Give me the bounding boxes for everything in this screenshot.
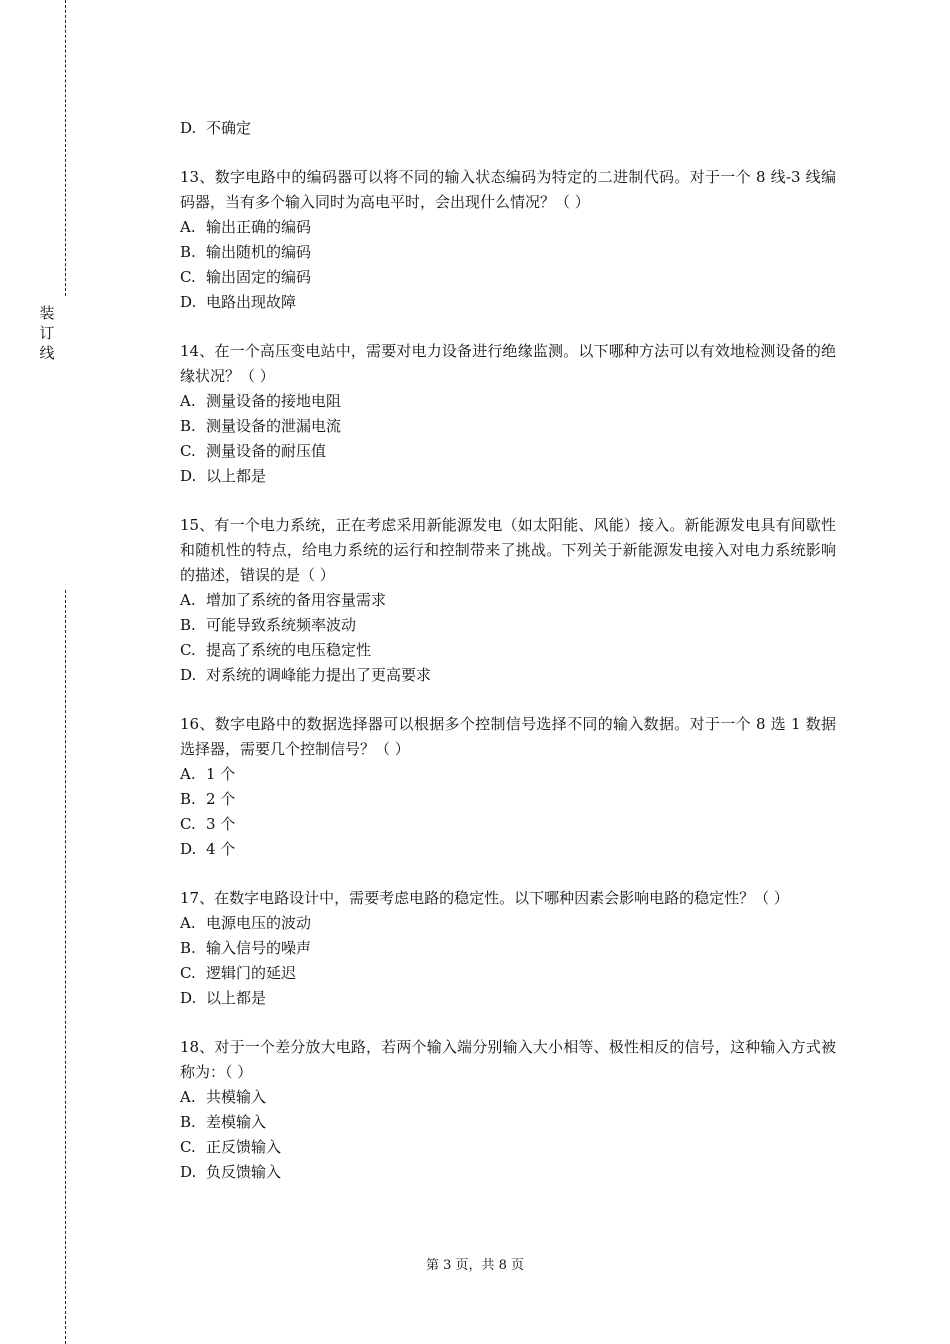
option-a: A. 增加了系统的备用容量需求: [180, 591, 387, 609]
question-14: [180, 339, 836, 489]
option-a: A. 测量设备的接地电阻: [180, 392, 342, 410]
option-d: D. 电路出现故障: [180, 293, 297, 311]
question-12-tail: [180, 116, 836, 141]
option-d: D. 以上都是: [180, 467, 267, 485]
option-a: A. 电源电压的波动: [180, 914, 312, 932]
option-a: A. 输出正确的编码: [180, 218, 312, 236]
option-a: A. 共模输入: [180, 1088, 267, 1106]
binding-dashed-line-bottom: [65, 590, 66, 1344]
option-b: B. 输入信号的噪声: [180, 939, 312, 957]
binding-char: 线: [39, 344, 55, 362]
binding-label: [37, 303, 57, 363]
question-stem: 17、在数字电路设计中，需要考虑电路的稳定性。以下哪种因素会影响电路的稳定性？（ ）: [180, 889, 789, 907]
question-stem: 15、有一个电力系统，正在考虑采用新能源发电（如太阳能、风能）接入。新能源发电具有间歇性和随机性的特点，给电力系统的运行和控制带来了挑战。下列关于新能源发电接入对电力系统影响的描述，错误的是（ ）: [180, 516, 836, 584]
question-list: [180, 116, 836, 1185]
question-13: [180, 165, 836, 315]
page-footer: [0, 1256, 950, 1276]
binding-char: 订: [39, 324, 55, 342]
option-b: B. 差模输入: [180, 1113, 267, 1131]
option-d: D. 对系统的调峰能力提出了更高要求: [180, 666, 432, 684]
question-15: [180, 513, 836, 688]
question-stem: 14、在一个高压变电站中，需要对电力设备进行绝缘监测。以下哪种方法可以有效地检测设备的绝缘状况？（ ）: [180, 342, 836, 385]
question-17: [180, 886, 836, 1011]
page-number: 第 3 页，共 8 页: [425, 1258, 525, 1273]
question-18: [180, 1035, 836, 1185]
option-c: C. 逻辑门的延迟: [180, 964, 297, 982]
option-b: B. 输出随机的编码: [180, 243, 312, 261]
option-b: B. 测量设备的泄漏电流: [180, 417, 342, 435]
option-c: C. 提高了系统的电压稳定性: [180, 641, 372, 659]
option-b: B. 可能导致系统频率波动: [180, 616, 357, 634]
option-d: D. 以上都是: [180, 989, 267, 1007]
option-d: D. 负反馈输入: [180, 1163, 282, 1181]
option-a: A. 1 个: [180, 765, 236, 783]
option-b: B. 2 个: [180, 790, 236, 808]
option-d: D. 4 个: [180, 840, 236, 858]
question-stem: 18、对于一个差分放大电路，若两个输入端分别输入大小相等、极性相反的信号，这种输入方式被称为：（ ）: [180, 1038, 836, 1081]
option-d: D. 不确定: [180, 119, 252, 137]
question-stem: 16、数字电路中的数据选择器可以根据多个控制信号选择不同的输入数据。对于一个 8 选 1 数据选择器，需要几个控制信号？（ ）: [180, 715, 836, 758]
binding-dashed-line-top: [65, 0, 66, 296]
binding-char: 装: [39, 304, 55, 322]
question-stem: 13、数字电路中的编码器可以将不同的输入状态编码为特定的二进制代码。对于一个 8 线-3 线编码器，当有多个输入同时为高电平时，会出现什么情况？（ ）: [180, 168, 836, 211]
option-c: C. 输出固定的编码: [180, 268, 312, 286]
question-16: [180, 712, 836, 862]
option-c: C. 正反馈输入: [180, 1138, 282, 1156]
option-c: C. 3 个: [180, 815, 236, 833]
option-c: C. 测量设备的耐压值: [180, 442, 327, 460]
